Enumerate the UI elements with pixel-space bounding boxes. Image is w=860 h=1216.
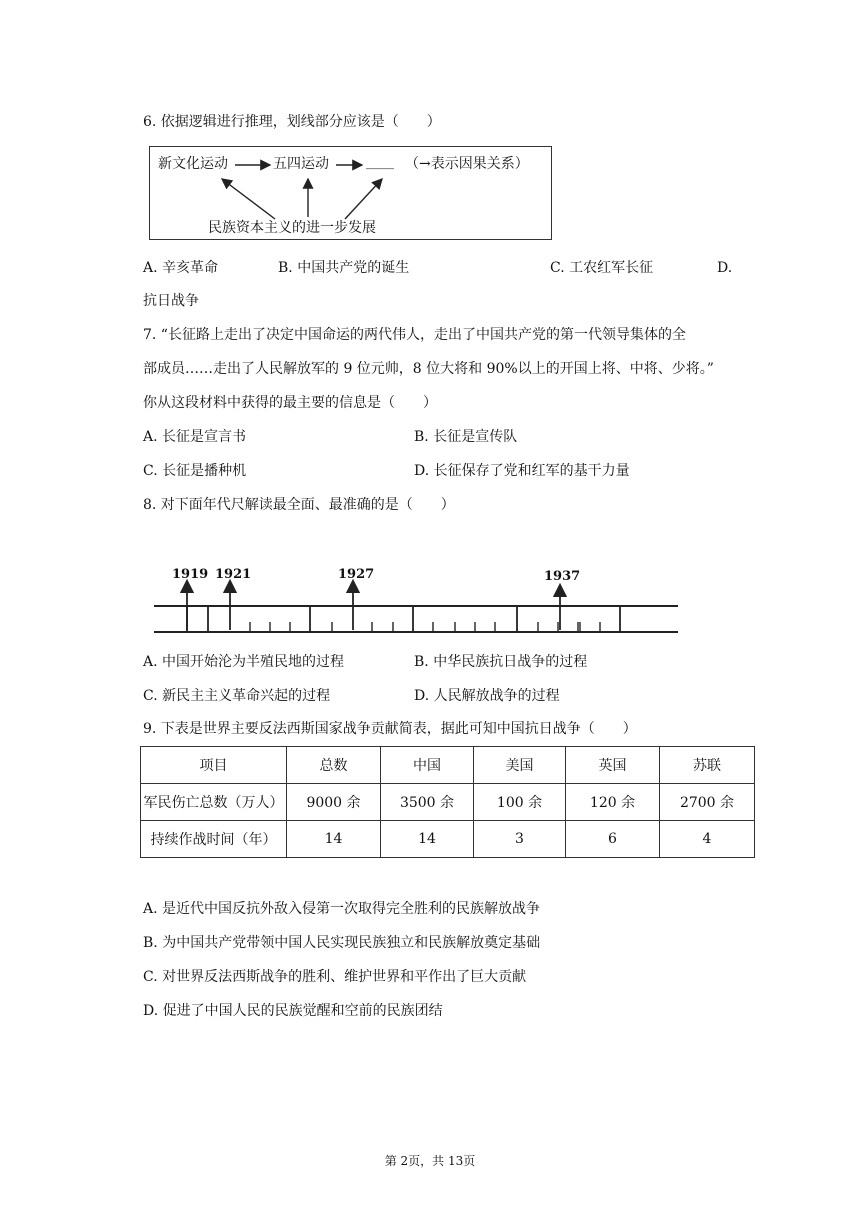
table-cell: 军民伤亡总数（万人） [141, 784, 287, 821]
diagram-legend: （→表示因果关系） [405, 156, 529, 172]
arrow-base-to-node1 [222, 179, 275, 219]
table-header: 总数 [287, 747, 381, 784]
table-cell: 2700 余 [660, 784, 755, 821]
table-cell: 120 余 [566, 784, 660, 821]
q7-option-c[interactable]: C. 长征是播种机 [143, 463, 247, 479]
table-cell: 持续作战时间（年） [141, 821, 287, 858]
q6-option-d[interactable]: D. [717, 260, 733, 276]
q8-option-c[interactable]: C. 新民主主义革命兴起的过程 [143, 688, 331, 704]
q7-option-d[interactable]: D. 长征保存了党和红军的基干力量 [414, 463, 630, 479]
q6-cause-effect-diagram [149, 146, 552, 240]
q8-option-a[interactable]: A. 中国开始沦为半殖民地的过程 [143, 654, 345, 670]
q9-contribution-table [140, 746, 755, 858]
table-row [141, 784, 755, 821]
q7-stem-line2: 部成员……走出了人民解放军的 9 位元帅，8 位大将和 90%以上的开国上将、中将、少将。” [143, 361, 714, 377]
table-header: 美国 [474, 747, 566, 784]
table-cell: 3500 余 [381, 784, 474, 821]
table-header: 英国 [566, 747, 660, 784]
timeline-label-1937: 1937 [544, 569, 581, 584]
q8-option-b[interactable]: B. 中华民族抗日战争的过程 [414, 654, 588, 670]
table-header: 项目 [141, 747, 287, 784]
q8-stem: 8. 对下面年代尺解读最全面、最准确的是（ ） [143, 497, 455, 513]
q9-option-c[interactable]: C. 对世界反法西斯战争的胜利、维护世界和平作出了巨大贡献 [143, 969, 527, 985]
timeline-label-1921: 1921 [215, 567, 252, 582]
table-cell: 14 [381, 821, 474, 858]
diagram-blank: ____ [366, 154, 394, 170]
q8-timeline [150, 560, 680, 640]
timeline-label-1927: 1927 [338, 567, 375, 582]
table-cell: 100 余 [474, 784, 566, 821]
arrow-base-to-blank [345, 179, 382, 219]
q6-option-b[interactable]: B. 中国共产党的诞生 [278, 260, 410, 276]
q7-option-a[interactable]: A. 长征是宣言书 [143, 429, 247, 445]
q6-option-d-continued[interactable]: 抗日战争 [143, 293, 199, 309]
diagram-node-may-fourth: 五四运动 [273, 156, 329, 172]
table-header-row [141, 747, 755, 784]
q8-option-d[interactable]: D. 人民解放战争的过程 [414, 688, 560, 704]
table-cell: 3 [474, 821, 566, 858]
diagram-base-cause: 民族资本主义的进一步发展 [208, 220, 376, 236]
q6-option-a[interactable]: A. 辛亥革命 [143, 260, 219, 276]
table-cell: 4 [660, 821, 755, 858]
q9-stem: 9. 下表是世界主要反法西斯国家战争贡献简表，据此可知中国抗日战争（ ） [143, 721, 637, 737]
q9-option-d[interactable]: D. 促进了中国人民的民族觉醒和空前的民族团结 [143, 1003, 443, 1019]
table-row [141, 821, 755, 858]
table-header: 中国 [381, 747, 474, 784]
q9-option-b[interactable]: B. 为中国共产党带领中国人民实现民族独立和民族解放奠定基础 [143, 935, 541, 951]
timeline-label-1919: 1919 [172, 567, 209, 582]
q6-stem: 6. 依据逻辑进行推理，划线部分应该是（ ） [143, 114, 441, 130]
q7-stem-line3: 你从这段材料中获得的最主要的信息是（ ） [143, 395, 437, 411]
table-cell: 6 [566, 821, 660, 858]
table-cell: 9000 余 [287, 784, 381, 821]
timeline-ruler [150, 560, 680, 640]
q9-option-a[interactable]: A. 是近代中国反抗外敌入侵第一次取得完全胜利的民族解放战争 [143, 901, 541, 917]
table-header: 苏联 [660, 747, 755, 784]
q7-stem-line1: 7. “长征路上走出了决定中国命运的两代伟人，走出了中国共产党的第一代领导集体的全 [143, 327, 686, 343]
q7-option-b[interactable]: B. 长征是宣传队 [414, 429, 518, 445]
table-cell: 14 [287, 821, 381, 858]
diagram-node-new-culture: 新文化运动 [158, 156, 228, 172]
q6-option-c[interactable]: C. 工农红军长征 [550, 260, 654, 276]
page-footer: 第 2页，共 13页 [384, 1154, 476, 1168]
